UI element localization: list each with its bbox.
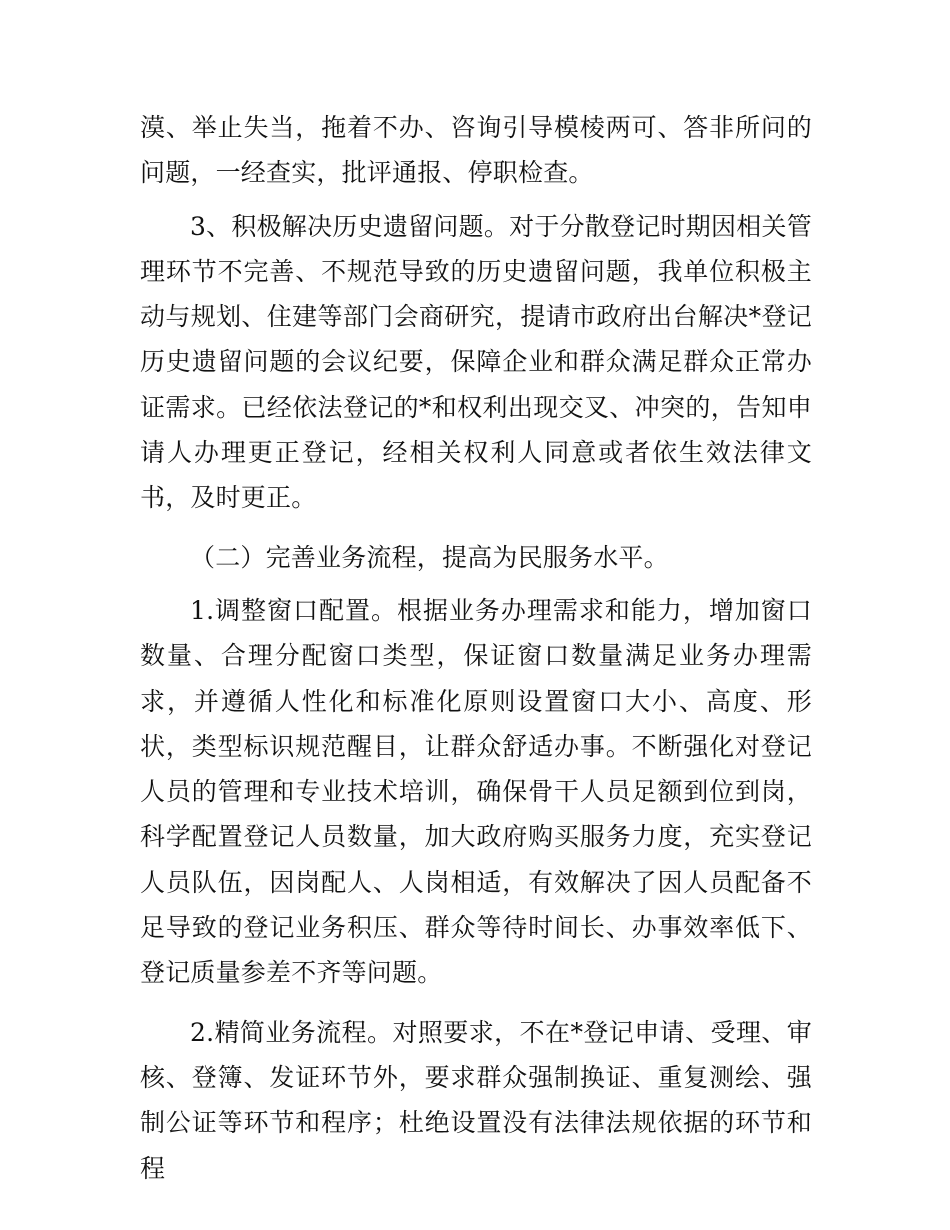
document-page [140, 105, 812, 1191]
paragraph-legacy-issues: 3、积极解决历史遗留问题。对于分散登记时期因相关管理环节不完善、不规范导致的历史遗留问题，我单位积极主动与规划、住建等部门会商研究，提请市政府出台解决*登记历史遗留问题的会议纪要，保障企业和群众满足群众正常办证需求。已经依法登记的*和权利出现交叉、冲突的，告知申请人办理更正登记，经相关权利人同意或者依生效法律文书，及时更正。 [140, 211, 812, 513]
paragraph-simplify-process: 2.精简业务流程。对照要求，不在*登记申请、受理、审核、登簿、发证环节外，要求群众强制换证、重复测绘、强制公证等环节和程序；杜绝设置没有法律法规依据的环节和程 [140, 1017, 812, 1183]
section-heading-improve-process: （二）完善业务流程，提高为民服务水平。 [190, 542, 669, 572]
paragraph-continuation: 漠、举止失当，拖着不办、咨询引导模棱两可、答非所问的问题，一经查实，批评通报、停职检查。 [140, 113, 812, 188]
paragraph-window-config: 1.调整窗口配置。根据业务办理需求和能力，增加窗口数量、合理分配窗口类型，保证窗口数量满足业务办理需求，并遵循人性化和标准化原则设置窗口大小、高度、形状，类型标识规范醒目，让群众舒适办事。不断强化对登记人员的管理和专业技术培训，确保骨干人员足额到位到岗，科学配置登记人员数量，加大政府购买服务力度，充实登记人员队伍，因岗配人、人岗相适，有效解决了因人员配备不足导致的登记业务积压、群众等待时间长、办事效率低下、登记质量参差不齐等问题。 [140, 595, 812, 988]
